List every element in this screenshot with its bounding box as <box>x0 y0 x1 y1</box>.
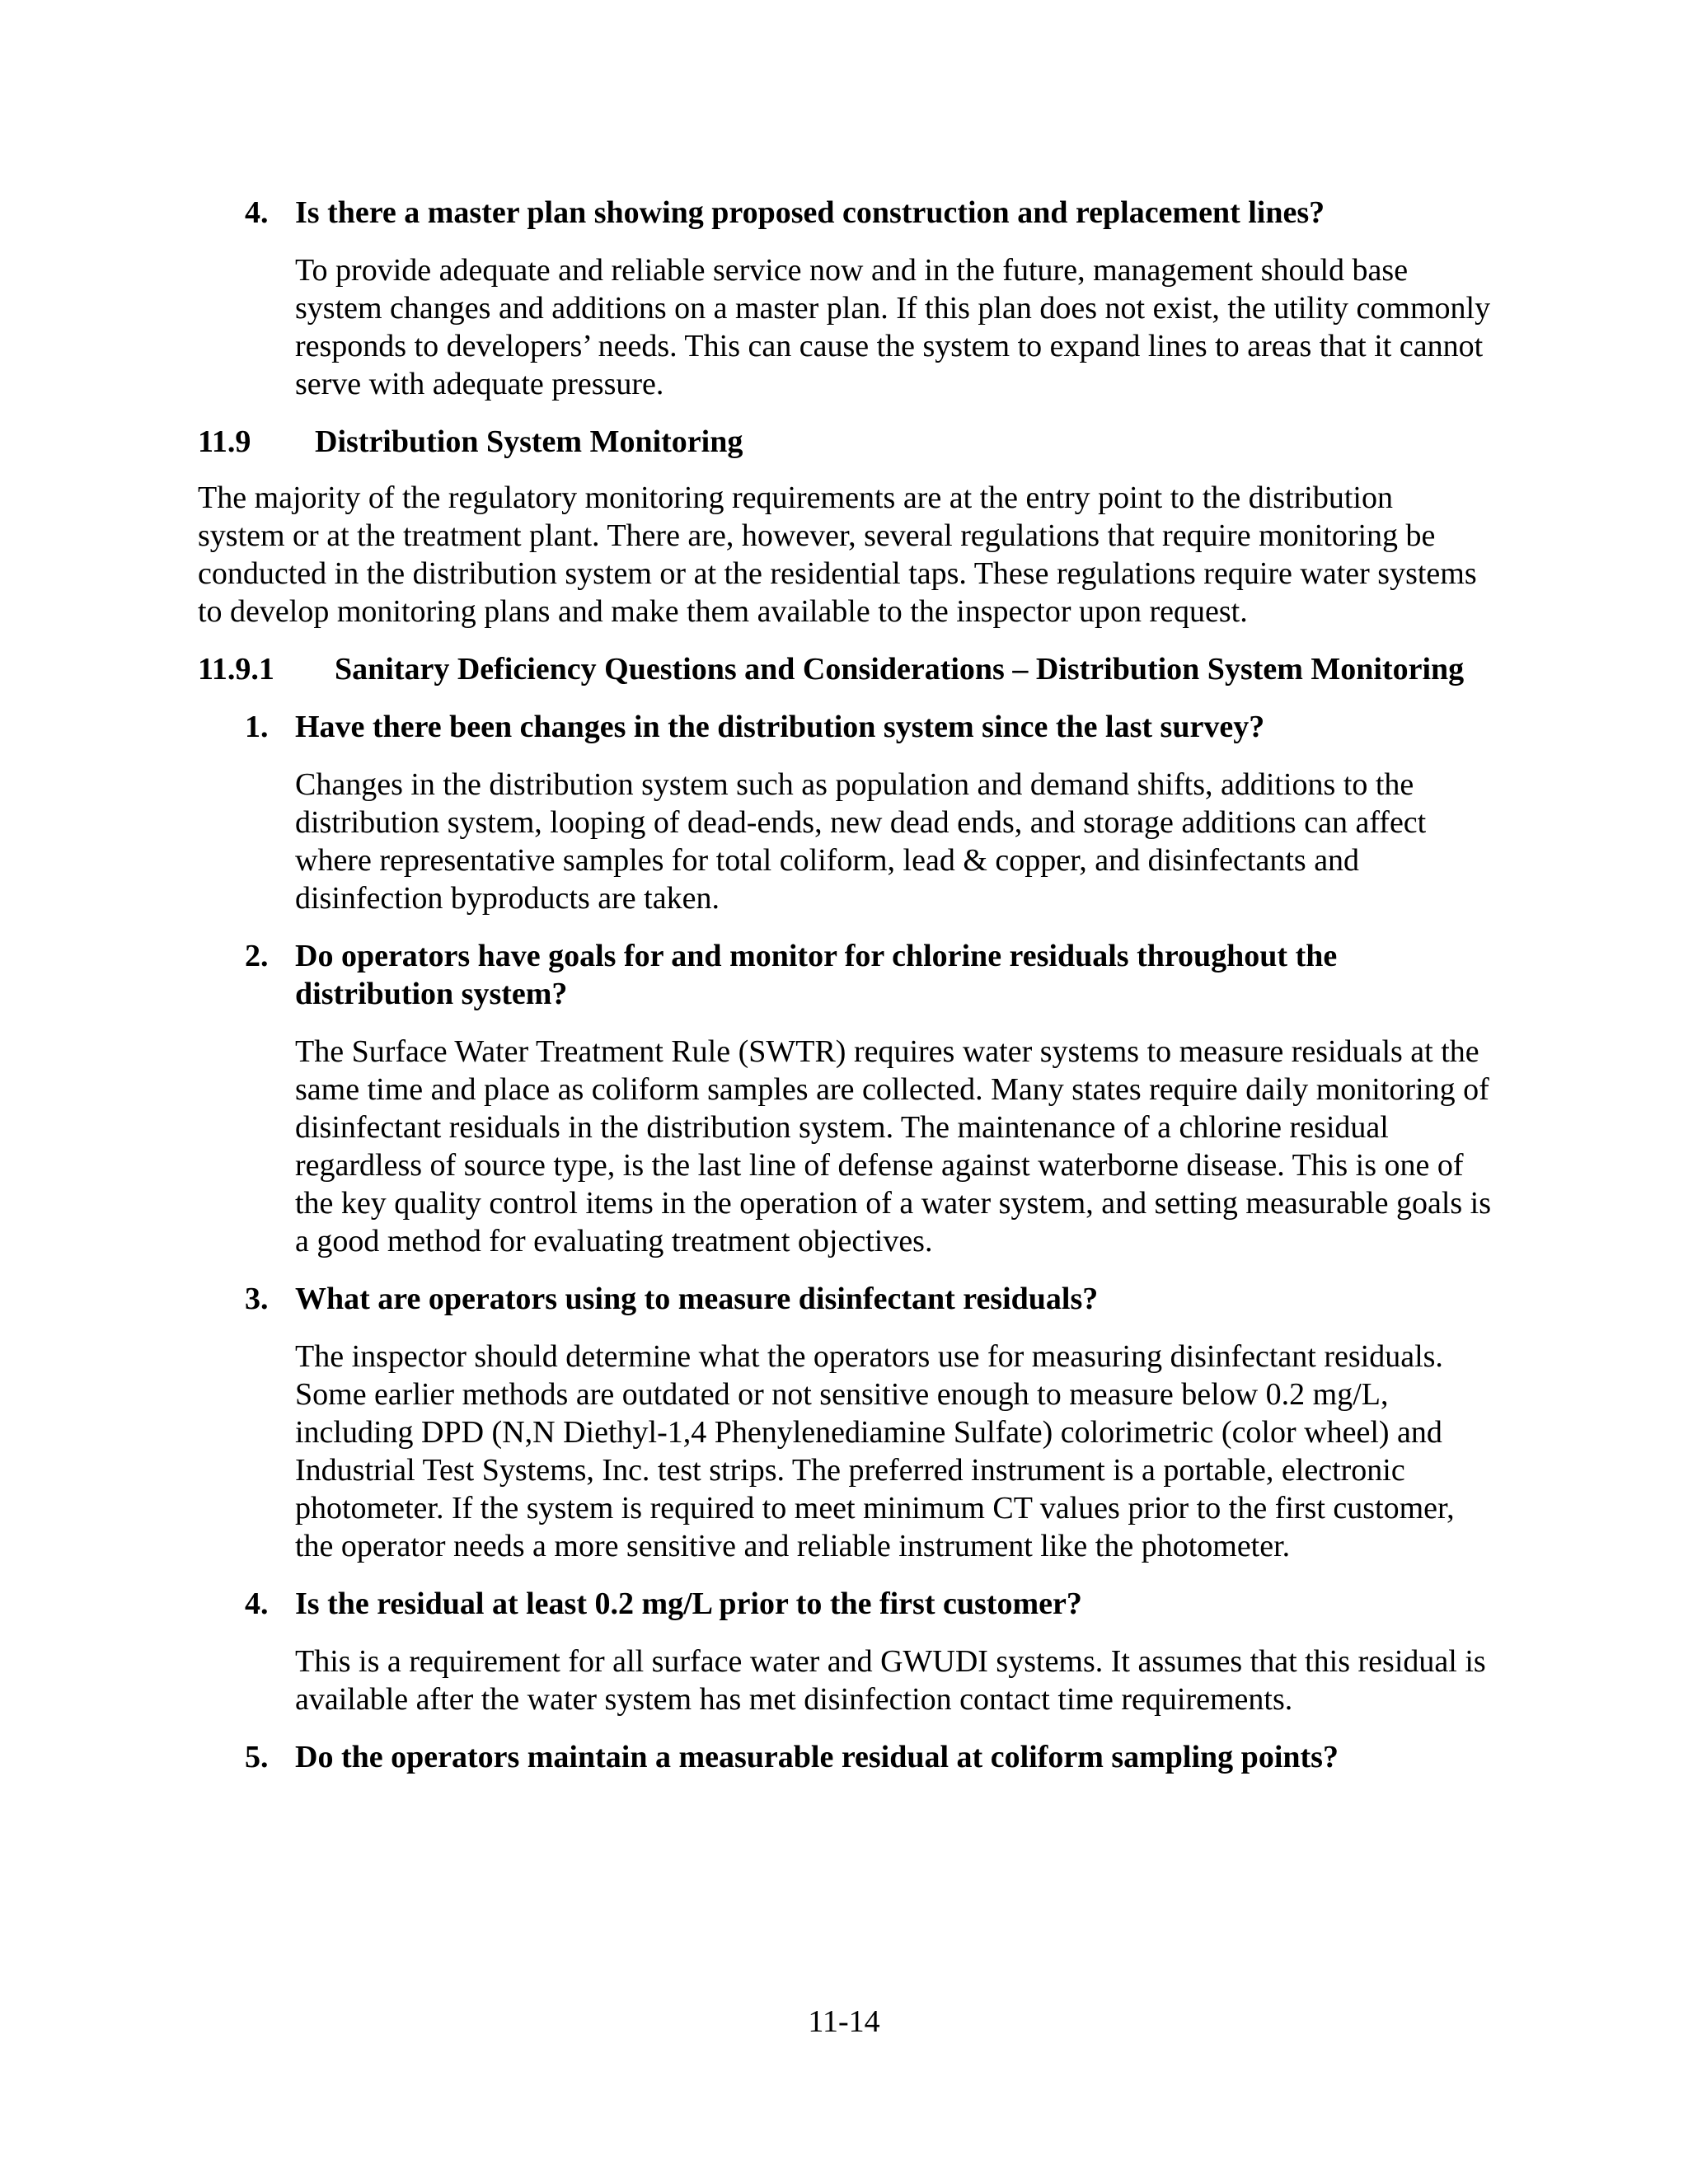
question-1-changes <box>198 708 1484 746</box>
question-number: 2. <box>245 939 269 973</box>
question-5-measurable-residual <box>198 1738 1484 1776</box>
body-paragraph: The majority of the regulatory monitoring requirements are at the entry point to the distribution system or at the treatment plant. There are, however, several regulations that require monitoring be conducted in the distribution system or at the residential taps. These regulations require water systems to develop monitoring plans and make them available to the inspector upon request. <box>198 480 1477 629</box>
question-number: 4. <box>245 1586 269 1621</box>
subsection-number: 11.9.1 <box>198 652 274 687</box>
question-2-chlorine-residuals <box>198 937 1484 1013</box>
section-heading-11-9 <box>198 423 1484 461</box>
section-title: Distribution System Monitoring <box>315 424 743 459</box>
page-number: 11-14 <box>808 2004 880 2039</box>
question-4-residual-level <box>198 1585 1484 1623</box>
answer-paragraph: The Surface Water Treatment Rule (SWTR) requires water systems to measure residuals at the same time and place as coliform samples are collected. Many states require daily monitoring of disinfectant residuals in the distribution system. The maintenance of a chlorine residual regardless of source type, is the last line of defense against waterborne disease. This is one of the key quality control items in the operation of a water system, and setting measurable goals is a good method for evaluating treatment objectives. <box>295 1034 1492 1258</box>
answer-paragraph: The inspector should determine what the operators use for measuring disinfectant residuals. Some earlier methods are outdated or not sensitive enough to measure below 0.2 mg/L, including DPD (N,N Diethyl-1,4 Phenylenediamine Sulfate) colorimetric (color wheel) and Industrial Test Systems, Inc. test strips. The preferred instrument is a portable, electronic photometer. If the system is required to meet minimum CT values prior to the first customer, the operator needs a more sensitive and reliable instrument like the photometer. <box>295 1339 1455 1563</box>
question-text: What are operators using to measure disinfectant residuals? <box>295 1282 1099 1316</box>
question-3-measure-residuals <box>198 1280 1484 1318</box>
question-text: Is there a master plan showing proposed construction and replacement lines? <box>295 195 1325 230</box>
question-text: Have there been changes in the distribution system since the last survey? <box>295 710 1265 744</box>
question-text: Do the operators maintain a measurable residual at coliform sampling points? <box>295 1740 1339 1774</box>
answer-paragraph: This is a requirement for all surface water and GWUDI systems. It assumes that this residual is available after the water system has met disinfection contact time requirements. <box>295 1644 1486 1717</box>
subsection-title: Sanitary Deficiency Questions and Considerations – Distribution System Monitoring <box>335 652 1465 687</box>
question-number: 1. <box>245 710 269 744</box>
subsection-heading-11-9-1 <box>198 650 1489 688</box>
question-number: 5. <box>245 1740 269 1774</box>
page-content <box>198 194 1492 1796</box>
question-4-master-plan <box>198 194 1484 232</box>
question-text: Is the residual at least 0.2 mg/L prior to the first customer? <box>295 1586 1082 1621</box>
answer-paragraph: Changes in the distribution system such as population and demand shifts, additions to the distribution system, looping of dead-ends, new dead ends, and storage additions can affect where representative samples for total coliform, lead & copper, and disinfectants and disinfection byproducts are taken. <box>295 767 1427 916</box>
answer-paragraph: To provide adequate and reliable service now and in the future, management should base system changes and additions on a master plan. If this plan does not exist, the utility commonly responds to developers’ needs. This can cause the system to expand lines to areas that it cannot serve with adequate pressure. <box>295 253 1491 401</box>
question-text: Do operators have goals for and monitor for chlorine residuals throughout the distribution system? <box>295 939 1338 1011</box>
section-number: 11.9 <box>198 424 251 459</box>
question-number: 4. <box>245 195 269 230</box>
question-number: 3. <box>245 1282 269 1316</box>
